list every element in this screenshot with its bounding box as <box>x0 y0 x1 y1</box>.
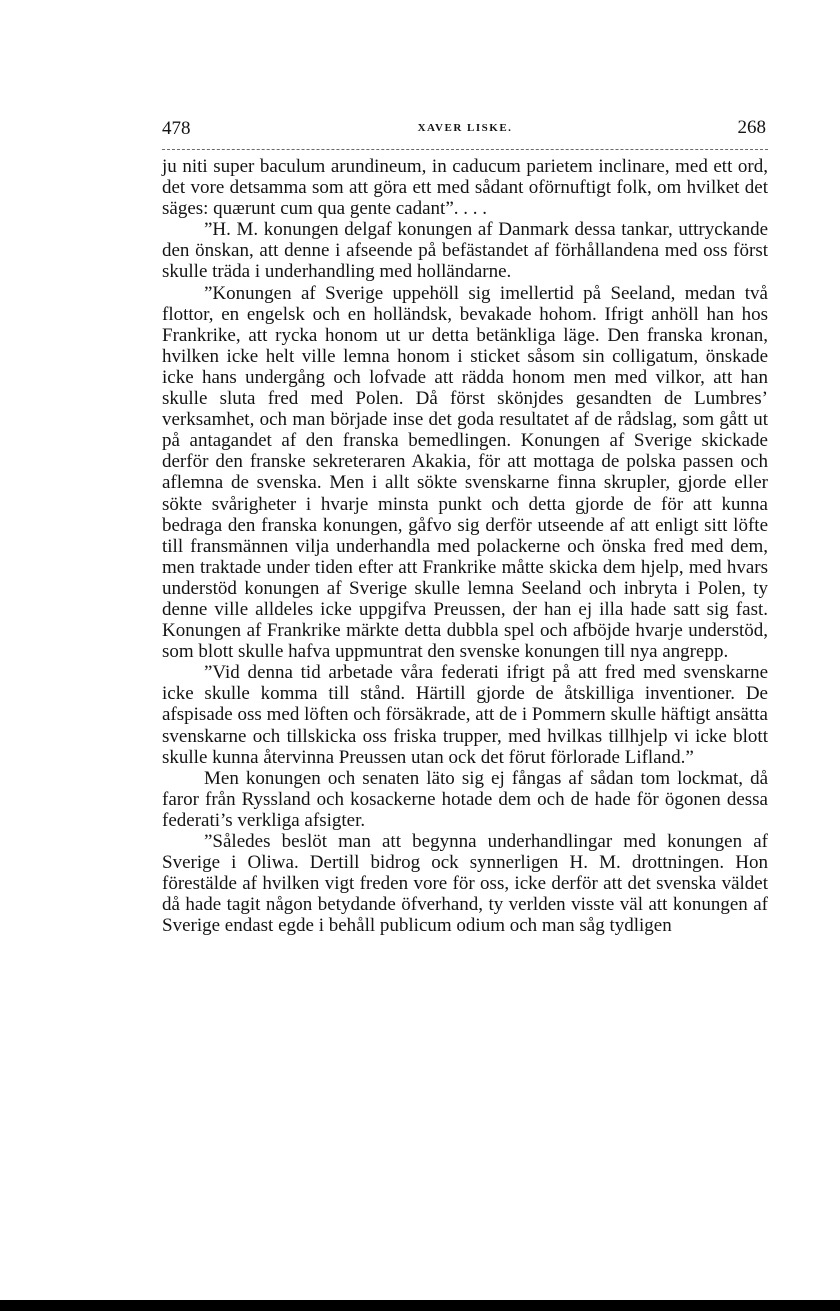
running-header <box>162 118 768 142</box>
paragraph: ”Vid denna tid arbetade våra federati ifrigt på att fred med svenskarne icke skulle komma till stånd. Härtill gjorde de åtskilliga inventioner. De afspisade oss med löften och försäkrade, att de i Pommern skulle häftigt ansätta svenskarne och tillskicka oss friska trupper, med hvilkas tillhjelp vi icke blott skulle kunna återvinna Preussen utan ock det förut förlorade Lifland.” <box>162 662 768 768</box>
paragraph: ”H. M. konungen delgaf konungen af Danmark dessa tankar, uttryckande den önskan, att denne i afseende på befästandet af förhållandena med oss först skulle träda i underhandling med holländarne. <box>162 219 768 283</box>
scan-border <box>0 1300 840 1311</box>
page-number-left: 478 <box>162 118 191 139</box>
body-text <box>162 156 768 936</box>
page-number-right: 268 <box>737 117 766 138</box>
paragraph: ”Konungen af Sverige uppehöll sig imellertid på Seeland, medan två flottor, en engelsk och en holländsk, bevakade hohom. Ifrigt anhöll han hos Frankrike, att rycka honom ut ur detta betänkliga läge. Den franska kronan, hvilken icke helt ville lemna honom i sticket såsom sin colligatum, önskade icke hans undergång och lofvade att rädda honom men med vilkor, att han skulle sluta fred med Polen. Då först skönjdes gesandten de Lumbres’ verksamhet, och man började inse det goda resultatet af de rådslag, som gått ut på antagandet af den franska bemedlingen. Konungen af Sverige skickade derför den franske sekreteraren Akakia, för att mottaga de polska passen och aflemna de svenska. Men i allt sökte svenskarne finna skrupler, gjorde eller sökte svårigheter i hvarje minsta punkt och detta gjorde de för att kunna bedraga den franska konungen, gåfvo sig derför utseende af att enligt sitt löfte till fransmännen vilja underhandla med polackerne och önska fred med dem, men traktade under tiden efter att Frankrike måtte skicka dem hjelp, med hvars understöd konungen af Sverige skulle lemna Seeland och inbryta i Polen, ty denne ville alldeles icke uppgifva Preussen, der han ej illa hade satt sig fast. Konungen af Frankrike märkte detta dubbla spel och afböjde hvarje understöd, som blott skulle hafva uppmuntrat den svenske konungen till nya angrepp. <box>162 282 768 663</box>
paragraph: ”Således beslöt man att begynna underhandlingar med konungen af Sverige i Oliwa. Dertill bidrog ock synnerligen H. M. drottningen. Hon förestälde af hvilken vigt freden vore för oss, icke derför att det svenska väldet då hade tagit någon betydande öfverhand, ty verlden visste väl att konungen af Sverige endast egde i behåll publicum odium och man såg tydligen <box>162 831 768 937</box>
header-rule <box>162 149 768 150</box>
running-title: XAVER LISKE. <box>417 122 513 134</box>
paragraph-continuation: ju niti super baculum arundineum, in caducum parietem inclinare, med ett ord, det vore detsamma som att göra ett med sådant oförnuftigt folk, om hvilket det säges: quærunt cum qua gente cadant”. . . . <box>162 156 768 220</box>
paragraph: Men konungen och senaten läto sig ej fångas af sådan tom lockmat, då faror från Ryssland och kosackerne hotade dem och de hade för ögonen dessa federati’s verkliga afsigter. <box>162 767 768 831</box>
